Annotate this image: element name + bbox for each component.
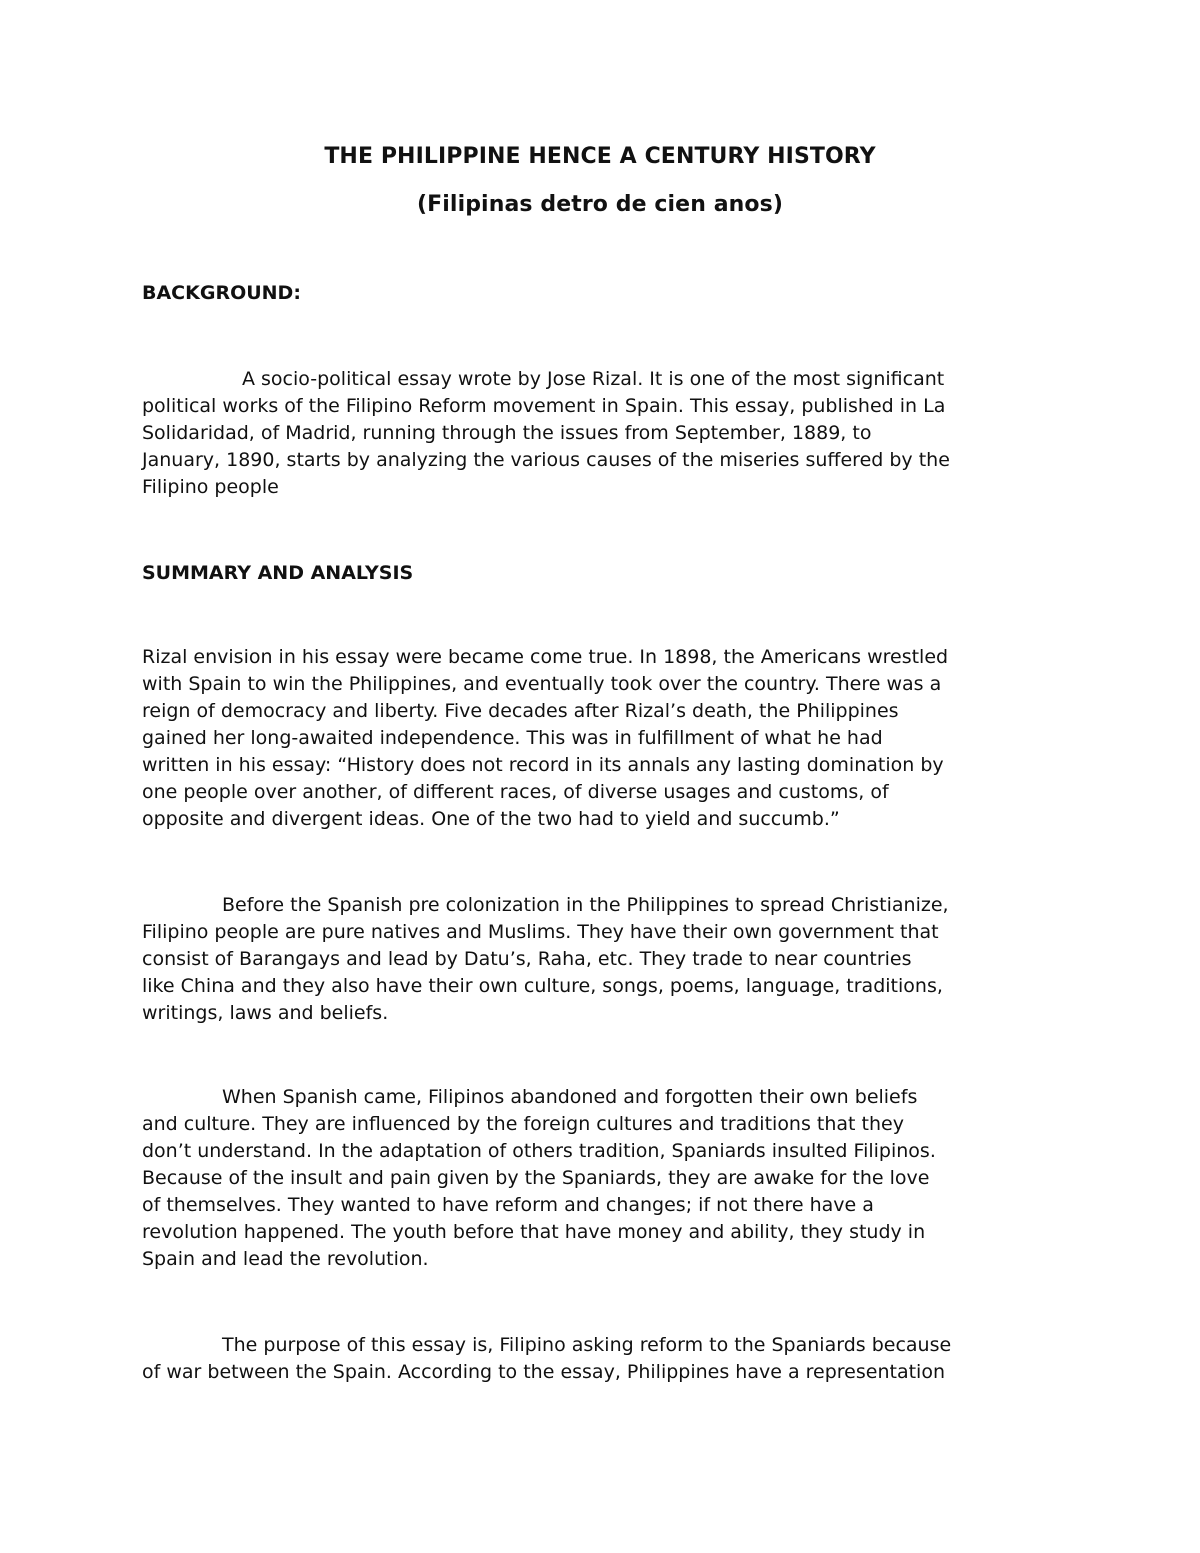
paragraph-line: reign of democracy and liberty. Five decades after Rizal’s death, the Philippines <box>142 700 899 722</box>
paragraph-line: don’t understand. In the adaptation of others tradition, Spaniards insulted Filipinos. <box>142 1140 936 1162</box>
paragraph-line: consist of Barangays and lead by Datu’s, Raha, etc. They trade to near countries <box>142 948 912 970</box>
summary-paragraph-3 <box>142 1084 1062 1273</box>
paragraph-line: like China and they also have their own culture, songs, poems, language, traditions, <box>142 975 943 997</box>
paragraph-line: of themselves. They wanted to have reform and changes; if not there have a <box>142 1194 874 1216</box>
paragraph-line: Because of the insult and pain given by the Spaniards, they are awake for the love <box>142 1167 930 1189</box>
paragraph-line: A socio-political essay wrote by Jose Rizal. It is one of the most significant <box>242 368 945 390</box>
paragraph-line: The purpose of this essay is, Filipino asking reform to the Spaniards because <box>222 1334 952 1356</box>
paragraph-line: gained her long-awaited independence. This was in fulfillment of what he had <box>142 727 883 749</box>
paragraph-line: with Spain to win the Philippines, and eventually took over the country. There was a <box>142 673 942 695</box>
summary-paragraph-1 <box>142 644 1062 833</box>
document-subtitle: (Filipinas detro de cien anos) <box>417 192 783 217</box>
paragraph-line: revolution happened. The youth before that have money and ability, they study in <box>142 1221 926 1243</box>
background-heading: BACKGROUND: <box>142 282 301 304</box>
paragraph-line: and culture. They are influenced by the foreign cultures and traditions that they <box>142 1113 904 1135</box>
paragraph-line: Solidaridad, of Madrid, running through the issues from September, 1889, to <box>142 422 872 444</box>
paragraph-line: one people over another, of different races, of diverse usages and customs, of <box>142 781 889 803</box>
paragraph-line: Before the Spanish pre colonization in the Philippines to spread Christianize, <box>222 894 949 916</box>
paragraph-line: opposite and divergent ideas. One of the two had to yield and succumb.” <box>142 808 840 830</box>
paragraph-line: writings, laws and beliefs. <box>142 1002 389 1024</box>
summary-paragraph-2 <box>142 892 1062 1027</box>
paragraph-line: Spain and lead the revolution. <box>142 1248 429 1270</box>
paragraph-line: Filipino people <box>142 476 279 498</box>
paragraph-line: written in his essay: “History does not record in its annals any lasting domination by <box>142 754 944 776</box>
paragraph-line: political works of the Filipino Reform movement in Spain. This essay, published in La <box>142 395 946 417</box>
document-title: THE PHILIPPINE HENCE A CENTURY HISTORY <box>324 144 876 169</box>
background-paragraph <box>142 366 1062 501</box>
paragraph-line: of war between the Spain. According to the essay, Philippines have a representation <box>142 1361 945 1383</box>
summary-paragraph-4 <box>142 1332 1062 1386</box>
summary-heading: SUMMARY AND ANALYSIS <box>142 562 414 584</box>
paragraph-line: January, 1890, starts by analyzing the various causes of the miseries suffered by the <box>142 449 950 471</box>
paragraph-line: Rizal envision in his essay were became come true. In 1898, the Americans wrestled <box>142 646 949 668</box>
paragraph-line: Filipino people are pure natives and Muslims. They have their own government that <box>142 921 939 943</box>
paragraph-line: When Spanish came, Filipinos abandoned and forgotten their own beliefs <box>222 1086 918 1108</box>
